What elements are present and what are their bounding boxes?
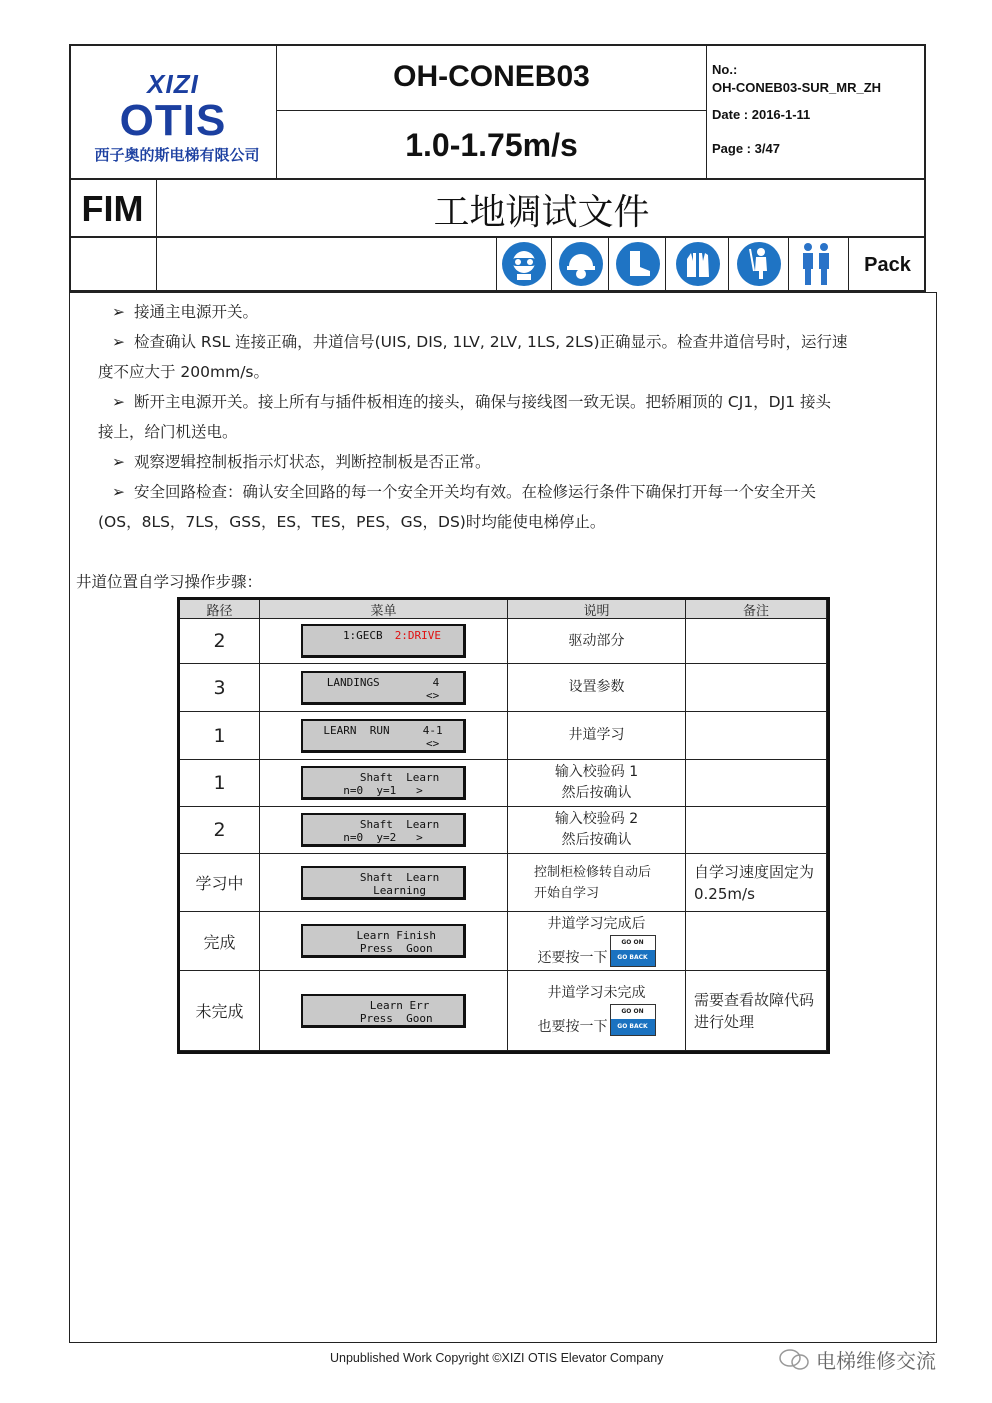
menu-cell: [260, 912, 508, 971]
list-item: ➢ 检查确认 RSL 连接正确，井道信号(UIS, DIS, 1LV, 2LV, 1LS, 2LS)正确显示。检查井道信号时，运行速 度不应大于 200mm/s。: [98, 327, 933, 387]
menu-cell: [260, 760, 508, 807]
go-on-go-back-button-icon: [610, 935, 656, 967]
description-cell: [508, 854, 686, 912]
hard-hat-icon: [556, 241, 606, 287]
blank-cell: [69, 238, 157, 292]
doc-code: OH-CONEB03: [277, 44, 707, 111]
path-cell: 完成: [180, 912, 260, 971]
bullet-arrow-icon: ➢: [112, 333, 125, 351]
menu-cell: [260, 619, 508, 664]
pack-label: Pack: [848, 238, 926, 292]
two-persons-icon: [791, 241, 841, 287]
lcd-display: [301, 866, 466, 900]
lcd-selected-item: 2:DRIVE: [394, 629, 442, 642]
icon-divider: [728, 238, 729, 292]
logo-cell: [69, 44, 277, 180]
fim-label: FIM: [69, 180, 157, 238]
doc-date: Date : 2016-1-11: [712, 107, 811, 122]
lcd-display: [301, 994, 466, 1028]
safety-boots-icon: [613, 241, 663, 287]
doc-no-label: No.:: [712, 62, 738, 77]
go-on-label: GO ON: [611, 936, 655, 950]
lcd-display: [301, 813, 466, 847]
list-item: ➢ 安全回路检查：确认安全回路的每一个安全开关均有效。在检修运行条件下确保打开每一个安全开关 (OS，8LS，7LS，GSS，ES，TES，PES，GS，DS)时均能使电梯停止。: [98, 477, 933, 537]
lcd-display: [301, 671, 466, 705]
lcd-line-1: Shaft Learn: [326, 771, 440, 784]
goggles-icon: [499, 241, 549, 287]
icon-divider: [608, 238, 609, 292]
icon-divider: [551, 238, 552, 292]
description-cell: [508, 912, 686, 971]
speed-range: 1.0-1.75m/s: [277, 111, 707, 180]
doc-page: Page : 3/47: [712, 141, 780, 156]
description-line: 井道学习完成后: [547, 915, 646, 932]
go-back-label: GO BACK: [611, 1019, 655, 1035]
page-title: 工地调试文件: [433, 191, 650, 233]
gloves-icon: [673, 241, 723, 287]
bullet-arrow-icon: ➢: [112, 453, 125, 471]
watermark: [778, 1345, 936, 1374]
description-cell: [508, 712, 686, 760]
chat-bubble-icon: [778, 1347, 810, 1373]
description-cell: [508, 807, 686, 854]
bullet-arrow-icon: ➢: [112, 303, 125, 321]
path-cell: 2: [180, 807, 260, 854]
note-cell: [686, 619, 827, 664]
table-header-cell: 菜单: [260, 600, 508, 619]
lcd-line-2: n=0 y=1 >: [343, 784, 423, 797]
bullet-arrow-icon: ➢: [112, 483, 125, 501]
lcd-line-2: Learning: [339, 883, 427, 897]
note-cell: 需要查看故障代码进行处理: [686, 971, 827, 1051]
note-cell: [686, 760, 827, 807]
menu-cell: [260, 854, 508, 912]
section-title: 井道位置自学习操作步骤：: [76, 573, 263, 591]
description-line: 驱动部分: [568, 632, 625, 649]
menu-cell: [260, 712, 508, 760]
description-line: 也要按一下: [537, 1019, 608, 1035]
description-line: 输入校验码 2: [554, 811, 639, 827]
description-line: 然后按确认: [561, 785, 632, 801]
harness-icon: [734, 241, 784, 287]
lcd-line-1: Shaft Learn: [326, 870, 440, 884]
lcd-line-1: Learn Err: [336, 998, 430, 1012]
description-cell: [508, 664, 686, 712]
go-on-label: GO ON: [611, 1005, 655, 1019]
table-header-cell: 路径: [180, 600, 260, 619]
description-line: 然后按确认: [561, 832, 632, 848]
list-item: ➢ 观察逻辑控制板指示灯状态，判断控制板是否正常。: [98, 447, 933, 477]
go-back-label: GO BACK: [611, 950, 655, 966]
lcd-line-1: Shaft Learn: [326, 818, 440, 831]
note-cell: [686, 912, 827, 971]
path-cell: 学习中: [180, 854, 260, 912]
description-cell: [508, 760, 686, 807]
list-item: ➢ 断开主电源开关。接上所有与插件板相连的接头，确保与接线图一致无误。把轿厢顶的 CJ1，DJ1 接头 接上，给门机送电。: [98, 387, 933, 447]
lcd-line-2: <>: [326, 736, 440, 750]
lcd-line-1: LEARN RUN 4-1: [323, 723, 443, 737]
lcd-line-2: n=0 y=2 >: [343, 831, 423, 844]
description-cell: [508, 619, 686, 664]
description-cell: [508, 971, 686, 1051]
lcd-line-2: <>: [326, 688, 440, 702]
menu-cell: [260, 971, 508, 1051]
copyright-footer: Unpublished Work Copyright ©XIZI OTIS Elevator Company: [330, 1351, 664, 1365]
path-cell: 3: [180, 664, 260, 712]
go-on-go-back-button-icon: [610, 1004, 656, 1036]
note-cell: [686, 807, 827, 854]
description-line: 设置参数: [568, 679, 625, 695]
lcd-display: [301, 624, 466, 658]
path-cell: 1: [180, 760, 260, 807]
icon-divider: [665, 238, 666, 292]
lcd-line-1: 1:GECB: [342, 629, 383, 642]
table-header-cell: 备注: [686, 600, 827, 619]
bullet-arrow-icon: ➢: [112, 393, 125, 411]
lcd-line-1: Learn Finish: [330, 929, 436, 942]
menu-cell: [260, 664, 508, 712]
lcd-line-1: LANDINGS 4: [326, 675, 440, 689]
description-line: 井道学习未完成: [547, 985, 646, 1001]
watermark-text: 电梯维修交流: [816, 1349, 936, 1373]
blank-cell: [157, 238, 497, 292]
path-cell: 未完成: [180, 971, 260, 1051]
doc-no-value: OH-CONEB03-SUR_MR_ZH: [712, 80, 882, 95]
description-line: 开始自学习: [534, 885, 600, 901]
description-line: 控制柜检修转自动后: [534, 864, 652, 880]
learn-steps-table: [177, 597, 830, 1054]
description-line: 井道学习: [568, 727, 625, 743]
lcd-line-2: Press Goon: [333, 1011, 433, 1025]
path-cell: 1: [180, 712, 260, 760]
lcd-line-2: Press Goon: [333, 942, 433, 955]
lcd-display: [301, 924, 466, 958]
lcd-display: [301, 766, 466, 800]
table-header-cell: 说明: [508, 600, 686, 619]
list-item: ➢ 接通主电源开关。: [98, 297, 933, 327]
menu-cell: [260, 807, 508, 854]
note-cell: [686, 712, 827, 760]
note-cell: [686, 664, 827, 712]
bullet-list: [98, 297, 933, 537]
company-name: 西子奥的斯电梯有限公司: [94, 146, 260, 164]
logo-xizi: XIZI: [147, 69, 199, 99]
lcd-display: [301, 719, 466, 753]
note-cell: 自学习速度固定为 0.25m/s: [686, 854, 827, 912]
description-line: 输入校验码 1: [554, 764, 639, 780]
logo-otis: OTIS: [119, 96, 227, 145]
description-line: 还要按一下: [537, 949, 608, 966]
icon-divider: [788, 238, 789, 292]
path-cell: 2: [180, 619, 260, 664]
